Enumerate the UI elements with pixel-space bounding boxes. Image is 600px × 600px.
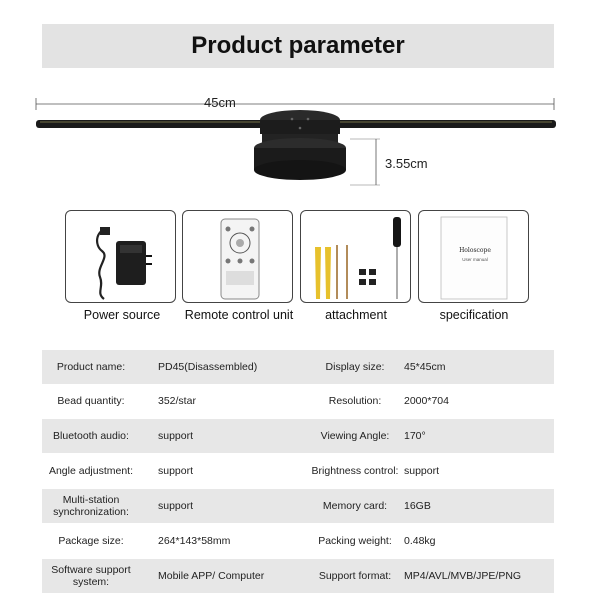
spec-key: Resolution: <box>328 395 382 407</box>
spec-row <box>42 559 554 593</box>
spec-value: 0.48kg <box>404 535 436 547</box>
spec-value: support <box>158 430 194 442</box>
spec-key: Package size: <box>58 535 124 547</box>
spec-value: support <box>158 465 194 477</box>
spec-value: 16GB <box>404 500 431 512</box>
spec-key: Bluetooth audio: <box>53 430 129 442</box>
width-label: 45cm <box>204 95 236 110</box>
accessory-label-power: Power source <box>83 308 161 322</box>
attachment-kit-image <box>300 210 411 303</box>
spec-value: 2000*704 <box>404 395 449 407</box>
power-adapter-image <box>65 210 176 303</box>
spec-key: Memory card: <box>322 500 388 512</box>
spec-value: 170° <box>404 430 426 442</box>
spec-row <box>42 454 554 488</box>
user-manual-image <box>418 210 529 303</box>
page-title: Product parameter <box>191 32 405 59</box>
manual-brand: Holoscope <box>459 247 491 254</box>
spec-value: 45*45cm <box>404 361 446 373</box>
accessory-label-remote: Remote control unit <box>184 308 294 322</box>
spec-row <box>42 524 554 558</box>
spec-value: MP4/AVL/MVB/JPE/PNG <box>404 570 522 582</box>
spec-value: PD45(Disassembled) <box>158 361 258 373</box>
manual-subtitle: User manual <box>462 257 488 262</box>
spec-key: Bead quantity: <box>57 395 125 407</box>
height-label: 3.55cm <box>385 156 428 171</box>
accessory-label-specification: specification <box>439 308 509 322</box>
spec-row <box>42 384 554 418</box>
fan-hub <box>260 110 340 134</box>
spec-value: 352/star <box>158 395 196 407</box>
spec-row <box>42 419 554 453</box>
spec-value: 264*143*58mm <box>158 535 231 547</box>
height-dimension-line <box>350 139 380 185</box>
spec-key: Software support system: <box>51 564 131 588</box>
spec-value: support <box>404 465 440 477</box>
spec-key: Angle adjustment: <box>48 465 134 477</box>
spec-key: Support format: <box>318 570 392 582</box>
spec-value: Mobile APP/ Computer <box>158 570 265 582</box>
spec-row <box>42 489 554 523</box>
remote-control-image <box>182 210 293 303</box>
width-dimension-line <box>36 98 554 110</box>
spec-key: Brightness control: <box>311 465 399 477</box>
spec-key: Display size: <box>325 361 385 373</box>
fan-base <box>254 134 346 180</box>
spec-key: Product name: <box>56 361 126 373</box>
product-dimension-drawing <box>30 82 570 192</box>
accessory-label-attachment: attachment <box>325 308 387 322</box>
spec-key: Packing weight: <box>318 535 392 547</box>
spec-value: support <box>158 500 194 512</box>
title-banner <box>42 24 554 68</box>
spec-row <box>42 350 554 384</box>
spec-key: Viewing Angle: <box>320 430 390 442</box>
spec-key: Multi-station synchronization: <box>53 494 129 518</box>
